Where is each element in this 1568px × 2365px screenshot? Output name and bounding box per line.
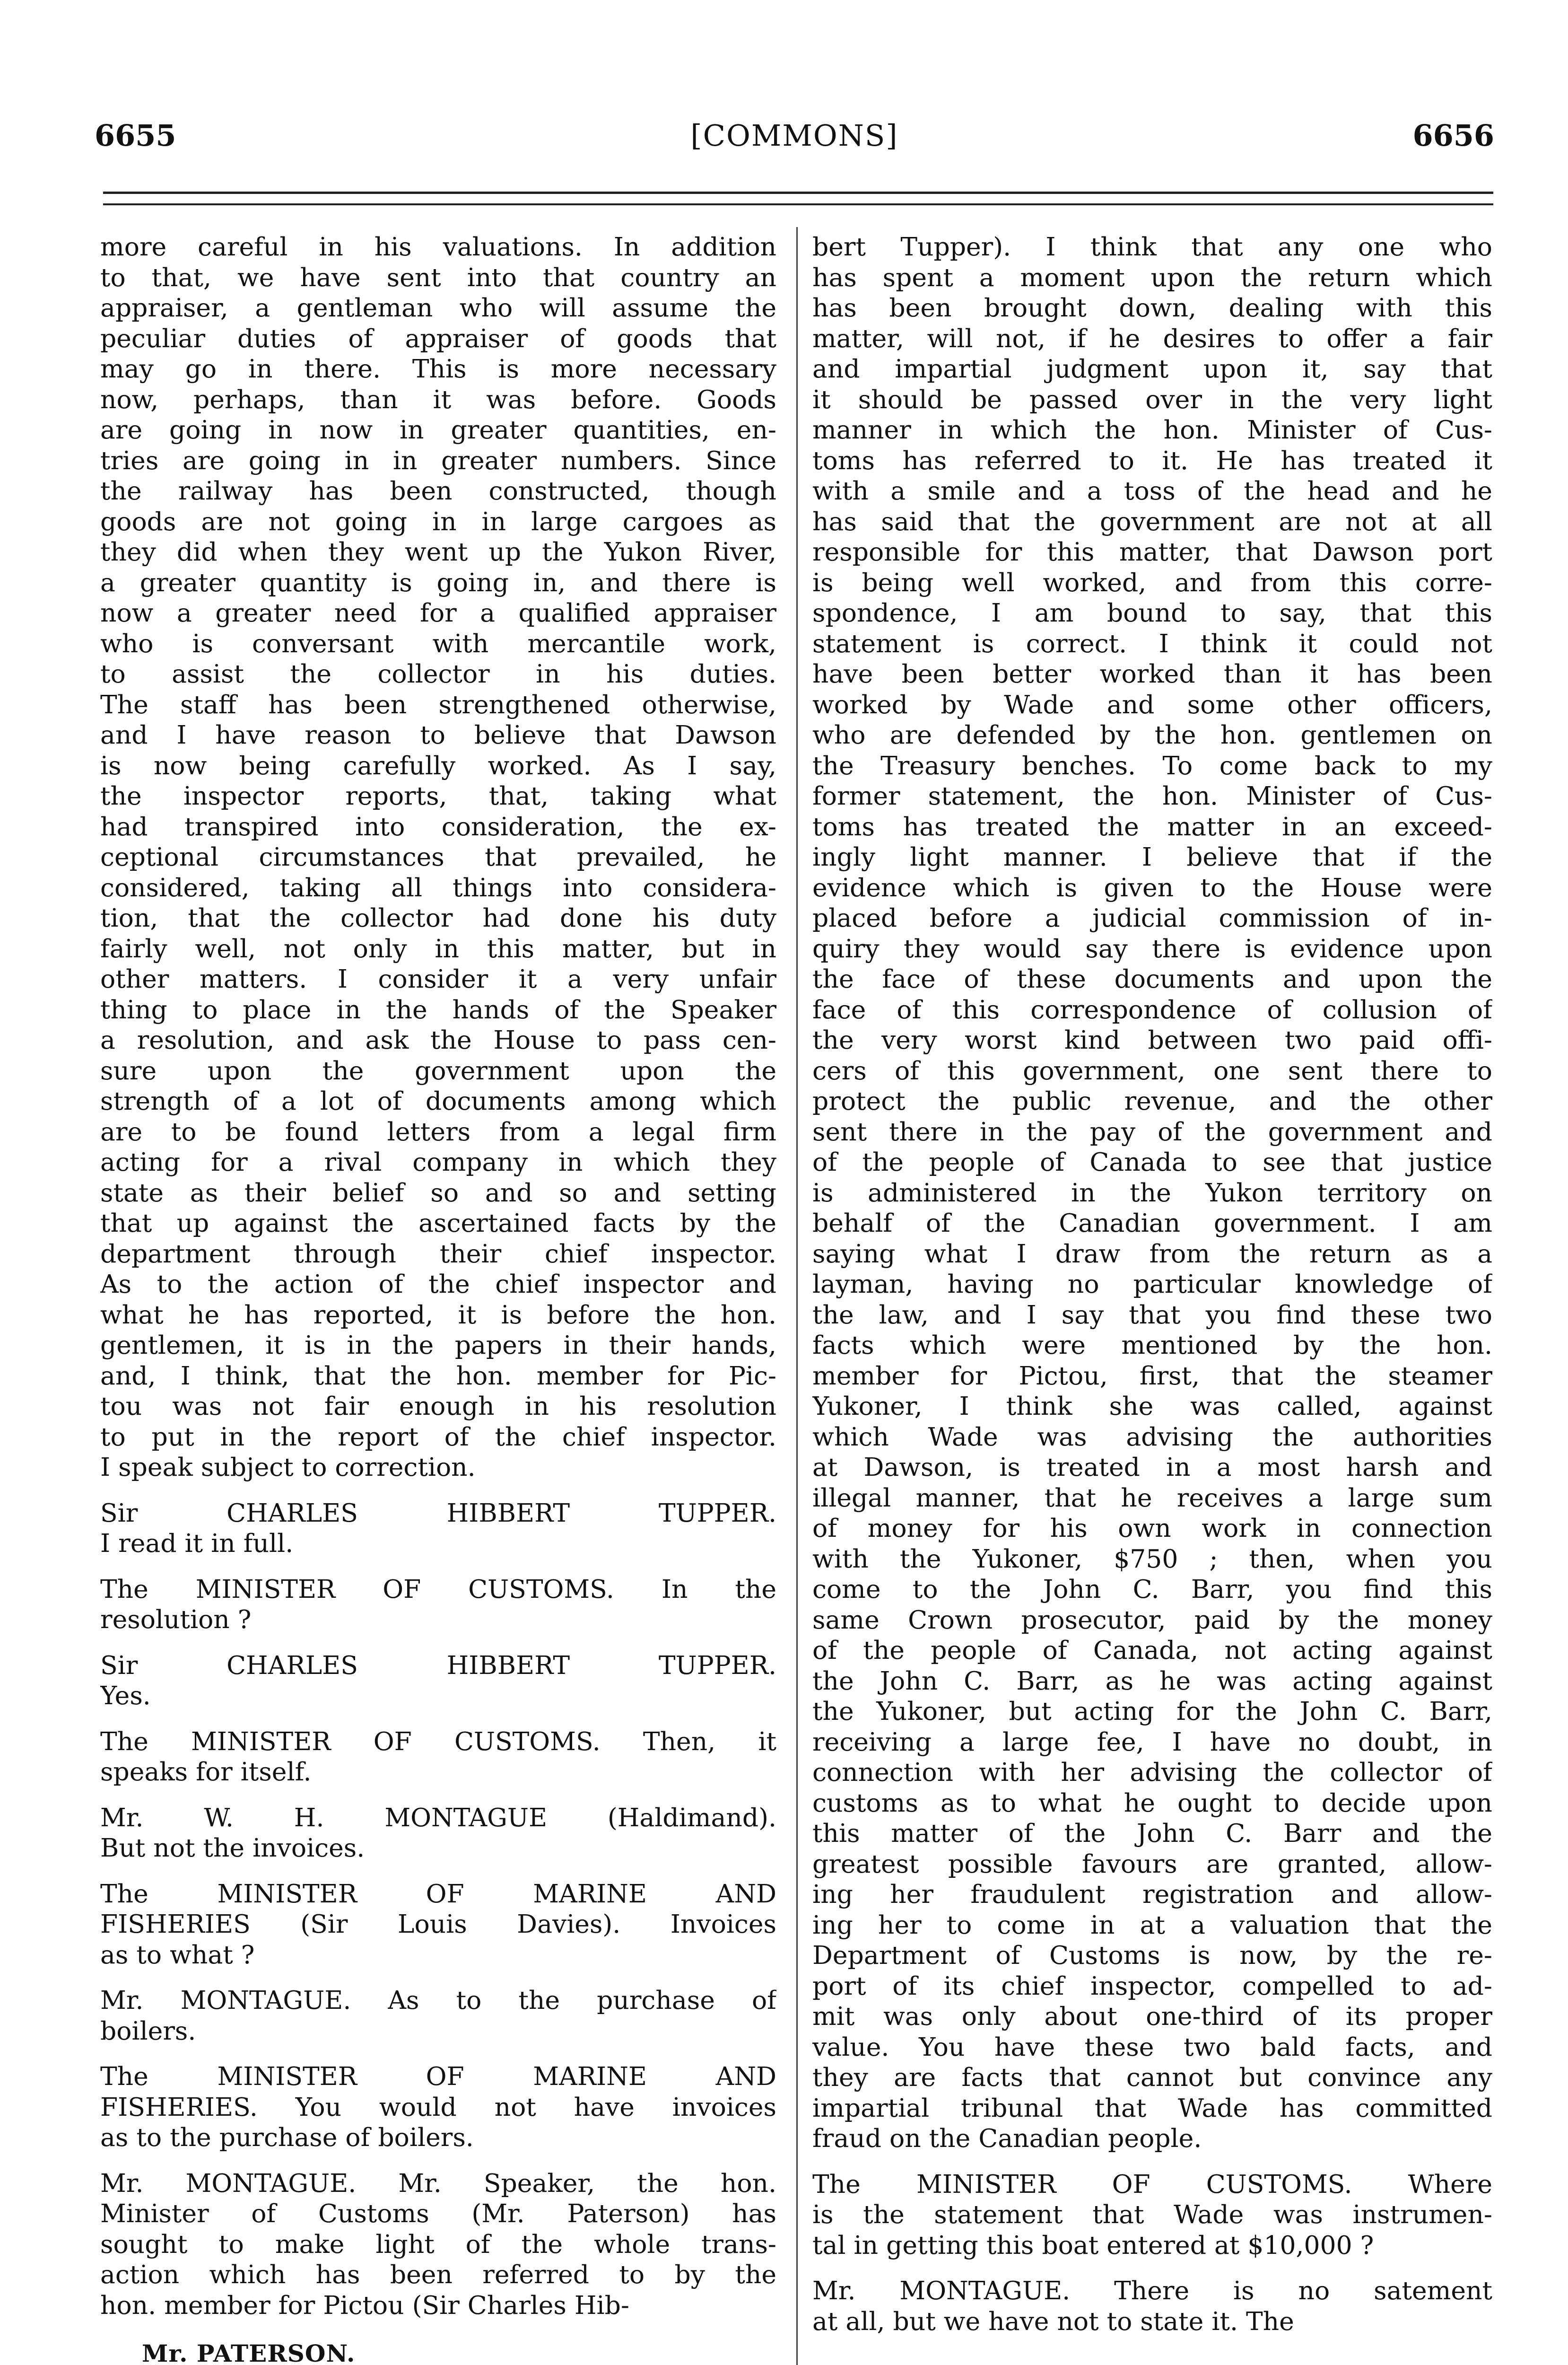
right-text-line: saying what I draw from the return as a — [812, 1238, 1492, 1269]
right-speech-line: Mr. MONTAGUE. There is no satement — [812, 2276, 1492, 2305]
left-text-line: what he has reported, it is before the hon. — [100, 1299, 776, 1330]
right-text-line: is administered in the Yukon territory on — [812, 1177, 1492, 1208]
left-text-line: that up against the ascertained facts by the — [100, 1208, 776, 1238]
left-speech-line: hon. member for Pictou (Sir Charles Hib- — [100, 2290, 629, 2320]
right-text-line: it should be passed over in the very light — [812, 384, 1492, 414]
right-text-line: the Yukoner, but acting for the John C. Barr, — [812, 1696, 1492, 1726]
left-text-line: sure upon the government upon the — [100, 1055, 776, 1086]
left-text-line: The staff has been strengthened otherwise, — [100, 689, 776, 719]
left-speech-line: Mr. W. H. MONTAGUE (Haldimand). — [100, 1802, 776, 1832]
right-text-line: with the Yukoner, $750 ; then, when you — [812, 1543, 1492, 1574]
left-speech-line: as to the purchase of boilers. — [100, 2122, 474, 2152]
right-text-line: with a smile and a toss of the head and he — [812, 476, 1492, 506]
right-text-line: greatest possible favours are granted, allow- — [812, 1848, 1492, 1879]
right-text-line: the law, and I say that you find these two — [812, 1299, 1492, 1330]
right-text-line: placed before a judicial commission of in- — [812, 903, 1492, 933]
right-text-line: layman, having no particular knowledge of — [812, 1269, 1492, 1299]
right-text-line: worked by Wade and some other officers, — [812, 689, 1492, 719]
right-text-line: and impartial judgment upon it, say that — [812, 354, 1492, 384]
left-text-line: tion, that the collector had done his duty — [100, 903, 776, 933]
left-speech-line: Mr. MONTAGUE. As to the purchase of — [100, 1985, 776, 2015]
right-text-line: statement is correct. I think it could not — [812, 628, 1492, 658]
right-text-line: evidence which is given to the House were — [812, 872, 1492, 902]
right-text-line: which Wade was advising the authorities — [812, 1421, 1492, 1452]
left-text-line: thing to place in the hands of the Speaker — [100, 994, 776, 1025]
right-text-line: matter, will not, if he desires to offer a fair — [812, 323, 1492, 353]
right-text-line: the Treasury benches. To come back to my — [812, 750, 1492, 780]
left-speech-line: The MINISTER OF CUSTOMS. In the — [100, 1574, 776, 1604]
right-text-line: protect the public revenue, and the other — [812, 1086, 1492, 1116]
right-text-line: face of this correspondence of collusion of — [812, 994, 1492, 1025]
right-text-line: connection with her advising the collector of — [812, 1757, 1492, 1787]
right-speech-line: The MINISTER OF CUSTOMS. Where — [812, 2169, 1492, 2199]
left-speech-line: action which has been referred to by the — [100, 2260, 776, 2289]
right-speech-line: tal in getting this boat entered at $10,000 ? — [812, 2230, 1374, 2260]
left-speech-line: Sir CHARLES HIBBERT TUPPER. — [100, 1498, 776, 1528]
right-speech-line: is the statement that Wade was instrumen- — [812, 2199, 1492, 2229]
right-text-line: who are defended by the hon. gentlemen on — [812, 720, 1492, 750]
left-text-line: tries are going in in greater numbers. Since — [100, 445, 776, 475]
right-text-line: spondence, I am bound to say, that this — [812, 598, 1492, 628]
left-text-line: to that, we have sent into that country an — [100, 262, 776, 292]
right-speech-line: at all, but we have not to state it. The — [812, 2306, 1294, 2336]
right-text-line: Yukoner, I think she was called, against — [812, 1391, 1492, 1421]
left-text-line: a resolution, and ask the House to pass cen- — [100, 1025, 776, 1055]
right-text-line: behalf of the Canadian government. I am — [812, 1208, 1492, 1238]
left-text-line: other matters. I consider it a very unfair — [100, 964, 776, 994]
left-text-line: strength of a lot of documents among which — [100, 1086, 776, 1116]
left-speech-line: The MINISTER OF MARINE AND — [100, 2061, 776, 2091]
right-text-line: same Crown prosecutor, paid by the money — [812, 1604, 1492, 1635]
right-text-line: mit was only about one-third of its proper — [812, 2001, 1492, 2031]
left-text-line: and, I think, that the hon. member for Pic- — [100, 1360, 776, 1391]
right-text-line: impartial tribunal that Wade has committed — [812, 2093, 1492, 2123]
left-text-line: and I have reason to believe that Dawson — [100, 720, 776, 750]
left-text-line: As to the action of the chief inspector and — [100, 1269, 776, 1299]
left-speech-line: speaks for itself. — [100, 1757, 312, 1787]
right-text-line: customs as to what he ought to decide upon — [812, 1787, 1492, 1818]
right-text-line: illegal manner, that he receives a large sum — [812, 1482, 1492, 1513]
left-text-line: now, perhaps, than it was before. Goods — [100, 384, 776, 414]
right-text-line: ing her to come in at a valuation that the — [812, 1910, 1492, 1940]
left-speech-line: But not the invoices. — [100, 1833, 365, 1863]
right-text-line: port of its chief inspector, compelled to ad- — [812, 1971, 1492, 2001]
right-text-line: of the people of Canada to see that justice — [812, 1147, 1492, 1177]
left-text-line: tou was not fair enough in his resolution — [100, 1391, 776, 1421]
right-text-line: ing her fraudulent registration and allow- — [812, 1879, 1492, 1909]
right-text-line: facts which were mentioned by the hon. — [812, 1330, 1492, 1360]
left-text-line: peculiar duties of appraiser of goods that — [100, 323, 776, 353]
right-text-line: the John C. Barr, as he was acting against — [812, 1665, 1492, 1696]
right-text-line: Department of Customs is now, by the re- — [812, 1940, 1492, 1970]
right-text-line: value. You have these two bald facts, and — [812, 2032, 1492, 2062]
right-text-line: come to the John C. Barr, you find this — [812, 1574, 1492, 1604]
right-text-line: bert Tupper). I think that any one who — [812, 232, 1492, 262]
left-text-line: who is conversant with mercantile work, — [100, 628, 776, 658]
left-text-line: the inspector reports, that, taking what — [100, 781, 776, 811]
left-text-line: is now being carefully worked. As I say, — [100, 750, 776, 780]
left-speech-line: The MINISTER OF CUSTOMS. Then, it — [100, 1726, 776, 1756]
right-text-line: toms has treated the matter in an exceed- — [812, 811, 1492, 841]
left-speech-line: boilers. — [100, 2015, 196, 2046]
right-text-line: toms has referred to it. He has treated it — [812, 445, 1492, 475]
right-text-line: sent there in the pay of the government and — [812, 1116, 1492, 1147]
left-speech-line: I read it in full. — [100, 1528, 294, 1558]
left-speech-line: Yes. — [100, 1681, 151, 1710]
left-text-line: may go in there. This is more necessary — [100, 354, 776, 384]
right-text-line: at Dawson, is treated in a most harsh and — [812, 1452, 1492, 1482]
right-text-line: manner in which the hon. Minister of Cus- — [812, 415, 1492, 445]
left-text-line: they did when they went up the Yukon River, — [100, 537, 776, 567]
page-title: [COMMONS] — [690, 118, 898, 153]
right-text-line: they are facts that cannot but convince any — [812, 2062, 1492, 2092]
left-text-line: fairly well, not only in this matter, but in — [100, 933, 776, 964]
right-text-line: receiving a large fee, I have no doubt, in — [812, 1726, 1492, 1757]
right-text-line: quiry they would say there is evidence upon — [812, 933, 1492, 964]
left-text-line: ceptional circumstances that prevailed, he — [100, 842, 776, 872]
left-text-line: are going in now in greater quantities, en- — [100, 415, 776, 445]
left-text-line: a greater quantity is going in, and there is — [100, 567, 776, 597]
left-text-line: acting for a rival company in which they — [100, 1147, 776, 1177]
right-text-line: cers of this government, one sent there to — [812, 1055, 1492, 1086]
header-rule-top — [103, 192, 1493, 194]
left-text-line: more careful in his valuations. In addition — [100, 232, 776, 262]
left-text-line: the railway has been constructed, though — [100, 476, 776, 506]
left-text-line: to assist the collector in his duties. — [100, 659, 776, 689]
left-text-line: to put in the report of the chief inspector. — [100, 1421, 776, 1452]
left-speech-line: Mr. MONTAGUE. Mr. Speaker, the hon. — [100, 2168, 776, 2198]
page-number-right: 6656 — [1412, 118, 1494, 153]
left-text-line: now a greater need for a qualified appraiser — [100, 598, 776, 628]
right-text-line: of money for his own work in connection — [812, 1513, 1492, 1543]
left-text-line: department through their chief inspector. — [100, 1238, 776, 1269]
left-text-line: had transpired into consideration, the ex- — [100, 811, 776, 841]
column-separator — [796, 227, 798, 2365]
left-speech-line: resolution ? — [100, 1604, 252, 1634]
right-text-line: the very worst kind between two paid offi- — [812, 1025, 1492, 1055]
left-speech-line: Minister of Customs (Mr. Paterson) has — [100, 2199, 776, 2228]
page-header — [95, 118, 1494, 156]
right-text-line: the face of these documents and upon the — [812, 964, 1492, 994]
left-text-line: I speak subject to correction. — [100, 1452, 476, 1482]
left-speech-line: as to what ? — [100, 1939, 255, 1970]
left-speech-line: sought to make light of the whole trans- — [100, 2229, 776, 2259]
right-text-line: fraud on the Canadian people. — [812, 2123, 1202, 2153]
running-footer: Mr. PATERSON. — [142, 2339, 356, 2365]
left-speech-line: Sir CHARLES HIBBERT TUPPER. — [100, 1650, 776, 1680]
right-text-line: has spent a moment upon the return which — [812, 262, 1492, 292]
left-speech-line: FISHERIES. You would not have invoices — [100, 2092, 776, 2122]
right-text-line: have been better worked than it has been — [812, 659, 1492, 689]
left-text-line: considered, taking all things into considera- — [100, 872, 776, 902]
right-text-line: former statement, the hon. Minister of Cus- — [812, 781, 1492, 811]
left-text-line: goods are not going in in large cargoes as — [100, 506, 776, 536]
header-rule-bottom — [103, 203, 1493, 205]
right-text-line: of the people of Canada, not acting against — [812, 1635, 1492, 1665]
left-text-line: state as their belief so and so and setting — [100, 1177, 776, 1208]
left-speech-line: The MINISTER OF MARINE AND — [100, 1878, 776, 1909]
left-speech-line: FISHERIES (Sir Louis Davies). Invoices — [100, 1909, 776, 1939]
page-number-left: 6655 — [95, 118, 176, 153]
right-text-line: member for Pictou, first, that the steamer — [812, 1360, 1492, 1391]
right-text-line: is being well worked, and from this corre- — [812, 567, 1492, 597]
right-text-line: this matter of the John C. Barr and the — [812, 1818, 1492, 1848]
right-column — [812, 232, 1492, 2337]
right-text-line: has said that the government are not at all — [812, 506, 1492, 536]
left-text-line: appraiser, a gentleman who will assume the — [100, 293, 776, 323]
right-text-line: has been brought down, dealing with this — [812, 293, 1492, 323]
left-text-line: gentlemen, it is in the papers in their hands, — [100, 1330, 776, 1360]
left-text-line: are to be found letters from a legal firm — [100, 1116, 776, 1147]
right-text-line: ingly light manner. I believe that if the — [812, 842, 1492, 872]
right-text-line: responsible for this matter, that Dawson port — [812, 537, 1492, 567]
left-column — [100, 232, 776, 2321]
